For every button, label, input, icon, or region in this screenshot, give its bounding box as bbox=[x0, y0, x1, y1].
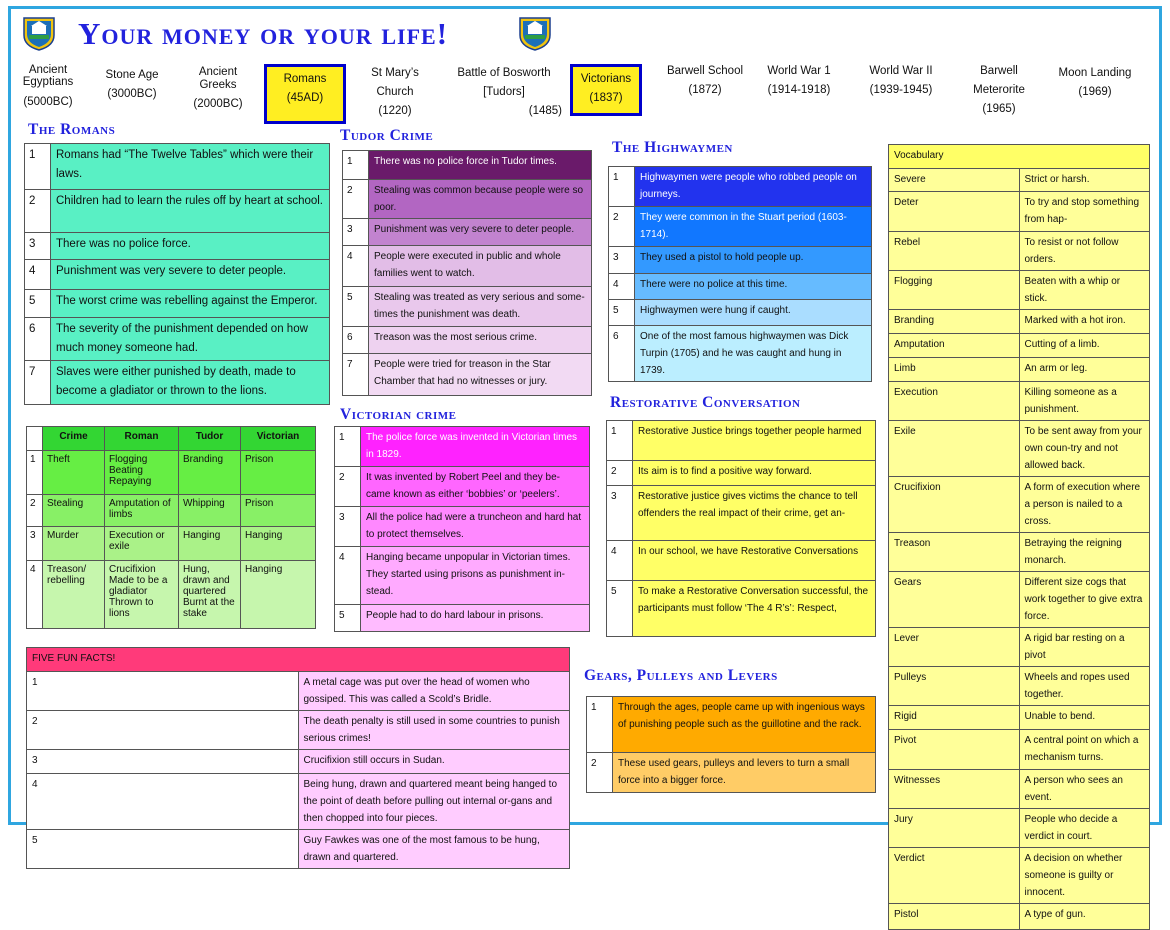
table-cell: Hanging bbox=[241, 561, 316, 629]
row-number: 4 bbox=[609, 274, 635, 300]
timeline-event: St Mary’s Church (1220) bbox=[371, 67, 419, 117]
table-cell: Prison bbox=[241, 451, 316, 495]
row-number: 6 bbox=[609, 326, 635, 382]
row-number: 5 bbox=[25, 290, 51, 318]
vocab-definition: Marked with a hot iron. bbox=[1019, 310, 1150, 334]
row-number: 7 bbox=[25, 361, 51, 405]
row-number: 1 bbox=[27, 451, 43, 495]
vocab-definition: A decision on whether someone is guilty or innocent. bbox=[1019, 848, 1150, 904]
row-number: 7 bbox=[343, 354, 369, 396]
highwaymen-table bbox=[608, 166, 872, 382]
fun-facts-heading: FIVE FUN FACTS! bbox=[27, 648, 570, 672]
vocab-word: Rebel bbox=[889, 232, 1020, 271]
gears-heading: Gears, Pulleys and Levers bbox=[584, 667, 778, 684]
romans-fact: Slaves were either punished by death, made to become a gladiator or thrown to the lions. bbox=[51, 361, 330, 405]
vocab-definition: Strict or harsh. bbox=[1019, 169, 1150, 192]
row-number: 4 bbox=[27, 561, 43, 629]
romans-fact: Punishment was very severe to deter people. bbox=[51, 260, 330, 290]
vocab-word: Witnesses bbox=[889, 770, 1020, 809]
tudor-fact: People were executed in public and whole families went to watch. bbox=[369, 246, 592, 287]
restorative-heading: Restorative Conversation bbox=[610, 394, 801, 411]
timeline-event: Barwell Meterorite (1965) bbox=[973, 65, 1025, 115]
restorative-fact: Restorative justice gives victims the chance to tell offenders the real impact of their crime, get an- bbox=[633, 486, 876, 541]
tudor-fact: Treason was the most serious crime. bbox=[369, 327, 592, 354]
vocab-word: Pistol bbox=[889, 904, 1020, 930]
row-number: 5 bbox=[27, 830, 299, 869]
table-cell: Stealing bbox=[43, 495, 105, 527]
highwaymen-fact: They used a pistol to hold people up. bbox=[635, 247, 872, 274]
restorative-fact: Its aim is to find a positive way forward. bbox=[633, 461, 876, 486]
timeline-event: Ancient Greeks (2000BC) bbox=[193, 66, 243, 110]
vocab-word: Rigid bbox=[889, 706, 1020, 730]
tudor-fact: There was no police force in Tudor times. bbox=[369, 151, 592, 180]
row-number: 1 bbox=[335, 427, 361, 467]
highwaymen-fact: Highwaymen were hung if caught. bbox=[635, 300, 872, 326]
gears-table bbox=[586, 696, 876, 793]
row-number: 4 bbox=[25, 260, 51, 290]
vocab-word: Jury bbox=[889, 809, 1020, 848]
vocab-definition: A type of gun. bbox=[1019, 904, 1150, 930]
row-number: 3 bbox=[27, 527, 43, 561]
column-header: Crime bbox=[43, 427, 105, 451]
tudor-fact: Stealing was common because people were so poor. bbox=[369, 180, 592, 219]
vocab-definition: A person who sees an event. bbox=[1019, 770, 1150, 809]
table-cell: Hung, drawn and quartered Burnt at the stake bbox=[179, 561, 241, 629]
vocab-definition: Killing someone as a punishment. bbox=[1019, 382, 1150, 421]
fun-fact: A metal cage was put over the head of women who gossiped. This was called a Scold’s Bridle. bbox=[298, 672, 570, 711]
vocab-word: Deter bbox=[889, 192, 1020, 232]
fun-fact: Guy Fawkes was one of the most famous to be hung, drawn and quartered. bbox=[298, 830, 570, 869]
victorian-crime-table bbox=[334, 426, 590, 632]
vocab-definition: Unable to bend. bbox=[1019, 706, 1150, 730]
restorative-fact: In our school, we have Restorative Conversations bbox=[633, 541, 876, 581]
restorative-fact: To make a Restorative Conversation successful, the participants must follow ‘The 4 R’s’: Respect, bbox=[633, 581, 876, 637]
highwaymen-fact: One of the most famous highwaymen was Dick Turpin (1705) and he was caught and hung in 1739. bbox=[635, 326, 872, 382]
vocab-word: Pivot bbox=[889, 730, 1020, 770]
vocab-definition: Wheels and ropes used together. bbox=[1019, 667, 1150, 706]
timeline-event-highlight: Victorians (1837) bbox=[570, 64, 642, 116]
school-crest-icon bbox=[518, 15, 552, 51]
crime-comparison-table bbox=[26, 426, 316, 629]
row-number: 4 bbox=[343, 246, 369, 287]
row-number: 3 bbox=[609, 247, 635, 274]
vocab-definition: A form of execution where a person is nailed to a cross. bbox=[1019, 477, 1150, 533]
timeline-event: Moon Landing (1969) bbox=[1058, 67, 1132, 98]
row-number: 1 bbox=[343, 151, 369, 180]
row-number: 1 bbox=[25, 144, 51, 190]
romans-fact: The severity of the punishment depended on how much money someone had. bbox=[51, 318, 330, 361]
victorian-fact: All the police had were a truncheon and hard hat to protect themselves. bbox=[361, 507, 590, 547]
gears-fact: These used gears, pulleys and levers to turn a small force into a bigger force. bbox=[613, 753, 876, 793]
row-number: 3 bbox=[343, 219, 369, 246]
timeline-event: Barwell School (1872) bbox=[666, 65, 744, 96]
vocab-definition: Different size cogs that work together to give extra force. bbox=[1019, 572, 1150, 628]
highwaymen-fact: There were no police at this time. bbox=[635, 274, 872, 300]
table-cell: Branding bbox=[179, 451, 241, 495]
vocab-definition: Beaten with a whip or stick. bbox=[1019, 271, 1150, 310]
table-cell: Whipping bbox=[179, 495, 241, 527]
table-cell: Flogging Beating Repaying bbox=[105, 451, 179, 495]
table-cell: Murder bbox=[43, 527, 105, 561]
row-number: 2 bbox=[335, 467, 361, 507]
column-header: Roman bbox=[105, 427, 179, 451]
row-number: 2 bbox=[25, 190, 51, 233]
highwaymen-fact: Highwaymen were people who robbed people on journeys. bbox=[635, 167, 872, 207]
table-cell: Execution or exile bbox=[105, 527, 179, 561]
vocab-word: Pulleys bbox=[889, 667, 1020, 706]
victorian-fact: People had to do hard labour in prisons. bbox=[361, 605, 590, 632]
row-number: 1 bbox=[609, 167, 635, 207]
row-number: 4 bbox=[607, 541, 633, 581]
row-number: 2 bbox=[27, 495, 43, 527]
vocab-word: Lever bbox=[889, 628, 1020, 667]
fun-facts-table bbox=[26, 647, 570, 869]
restorative-fact: Restorative Justice brings together people harmed bbox=[633, 421, 876, 461]
tudor-fact: Punishment was very severe to deter people. bbox=[369, 219, 592, 246]
timeline-event: World War 1 (1914-1918) bbox=[767, 65, 831, 96]
vocab-word: Severe bbox=[889, 169, 1020, 192]
fun-fact: The death penalty is still used in some countries to punish serious crimes! bbox=[298, 711, 570, 750]
table-cell: Hanging bbox=[179, 527, 241, 561]
vocab-word: Execution bbox=[889, 382, 1020, 421]
vocab-definition: To be sent away from your own coun-try and not allowed back. bbox=[1019, 421, 1150, 477]
row-number: 5 bbox=[343, 287, 369, 327]
row-number: 3 bbox=[27, 750, 299, 774]
row-number: 3 bbox=[335, 507, 361, 547]
tudor-fact: Stealing was treated as very serious and some-times the punishment was death. bbox=[369, 287, 592, 327]
row-number: 3 bbox=[607, 486, 633, 541]
vocab-definition: Cutting of a limb. bbox=[1019, 334, 1150, 358]
row-number: 2 bbox=[343, 180, 369, 219]
fun-fact: Crucifixion still occurs in Sudan. bbox=[298, 750, 570, 774]
row-number: 2 bbox=[607, 461, 633, 486]
vocab-definition: A central point on which a mechanism turns. bbox=[1019, 730, 1150, 770]
gears-fact: Through the ages, people came up with ingenious ways of punishing people such as the guillotine and the rack. bbox=[613, 697, 876, 753]
victorian-crime-heading: Victorian crime bbox=[340, 406, 457, 423]
tudor-crime-heading: Tudor Crime bbox=[340, 127, 434, 144]
row-number: 1 bbox=[27, 672, 299, 711]
tudor-crime-table bbox=[342, 150, 592, 396]
vocab-word: Branding bbox=[889, 310, 1020, 334]
row-number: 2 bbox=[27, 711, 299, 750]
vocab-word: Limb bbox=[889, 358, 1020, 382]
table-cell: Amputation of limbs bbox=[105, 495, 179, 527]
timeline-event: Battle of Bosworth [Tudors] (1485) bbox=[457, 67, 562, 117]
row-number: 5 bbox=[335, 605, 361, 632]
row-number: 1 bbox=[587, 697, 613, 753]
romans-fact: Romans had “The Twelve Tables” which were their laws. bbox=[51, 144, 330, 190]
vocab-definition: An arm or leg. bbox=[1019, 358, 1150, 382]
vocab-word: Amputation bbox=[889, 334, 1020, 358]
vocab-word: Gears bbox=[889, 572, 1020, 628]
table-cell: Prison bbox=[241, 495, 316, 527]
column-header: Tudor bbox=[179, 427, 241, 451]
table-cell bbox=[27, 427, 43, 451]
vocab-definition: People who decide a verdict in court. bbox=[1019, 809, 1150, 848]
highwaymen-fact: They were common in the Stuart period (1603-1714). bbox=[635, 207, 872, 247]
table-cell: Treason/ rebelling bbox=[43, 561, 105, 629]
restorative-table bbox=[606, 420, 876, 637]
row-number: 5 bbox=[609, 300, 635, 326]
timeline-event-highlight: Romans (45AD) bbox=[264, 64, 346, 124]
table-cell: Crucifixion Made to be a gladiator Thrown to lions bbox=[105, 561, 179, 629]
row-number: 1 bbox=[607, 421, 633, 461]
vocab-word: Exile bbox=[889, 421, 1020, 477]
victorian-fact: The police force was invented in Victorian times in 1829. bbox=[361, 427, 590, 467]
tudor-fact: People were tried for treason in the Star Chamber that had no witnesses or jury. bbox=[369, 354, 592, 396]
timeline-event: World War II (1939-1945) bbox=[869, 65, 933, 96]
table-row bbox=[27, 451, 316, 495]
vocabulary-table bbox=[888, 144, 1150, 930]
row-number: 5 bbox=[607, 581, 633, 637]
column-header: Victorian bbox=[241, 427, 316, 451]
page-title: Your money or your life! bbox=[78, 16, 449, 51]
vocab-word: Flogging bbox=[889, 271, 1020, 310]
vocab-word: Crucifixion bbox=[889, 477, 1020, 533]
row-number: 4 bbox=[335, 547, 361, 605]
timeline-event: Stone Age (3000BC) bbox=[105, 69, 159, 100]
table-cell: Hanging bbox=[241, 527, 316, 561]
vocabulary-heading: Vocabulary bbox=[889, 145, 1150, 169]
romans-fact: There was no police force. bbox=[51, 233, 330, 260]
row-number: 6 bbox=[343, 327, 369, 354]
row-number: 4 bbox=[27, 774, 299, 830]
row-number: 2 bbox=[609, 207, 635, 247]
table-row bbox=[27, 561, 316, 629]
vocab-word: Treason bbox=[889, 533, 1020, 572]
romans-table bbox=[24, 143, 330, 405]
row-number: 6 bbox=[25, 318, 51, 361]
victorian-fact: It was invented by Robert Peel and they be-came known as either ‘bobbies’ or ‘peelers’. bbox=[361, 467, 590, 507]
vocab-definition: To try and stop something from hap- bbox=[1019, 192, 1150, 232]
romans-fact: Children had to learn the rules off by heart at school. bbox=[51, 190, 330, 233]
romans-heading: The Romans bbox=[28, 121, 116, 138]
vocab-word: Verdict bbox=[889, 848, 1020, 904]
school-crest-icon bbox=[22, 15, 56, 51]
vocab-definition: To resist or not follow orders. bbox=[1019, 232, 1150, 271]
vocab-definition: A rigid bar resting on a pivot bbox=[1019, 628, 1150, 667]
table-cell: Theft bbox=[43, 451, 105, 495]
fun-fact: Being hung, drawn and quartered meant being hanged to the point of death before pulling out internal or-gans and then chopped into four pieces. bbox=[298, 774, 570, 830]
vocab-definition: Betraying the reigning monarch. bbox=[1019, 533, 1150, 572]
table-row bbox=[27, 527, 316, 561]
row-number: 2 bbox=[587, 753, 613, 793]
table-row bbox=[27, 495, 316, 527]
row-number: 3 bbox=[25, 233, 51, 260]
victorian-fact: Hanging became unpopular in Victorian times. They started using prisons as punishment in-stead. bbox=[361, 547, 590, 605]
highwaymen-heading: The Highwaymen bbox=[612, 139, 733, 156]
timeline-event: Ancient Egyptians (5000BC) bbox=[22, 64, 74, 108]
romans-fact: The worst crime was rebelling against the Emperor. bbox=[51, 290, 330, 318]
